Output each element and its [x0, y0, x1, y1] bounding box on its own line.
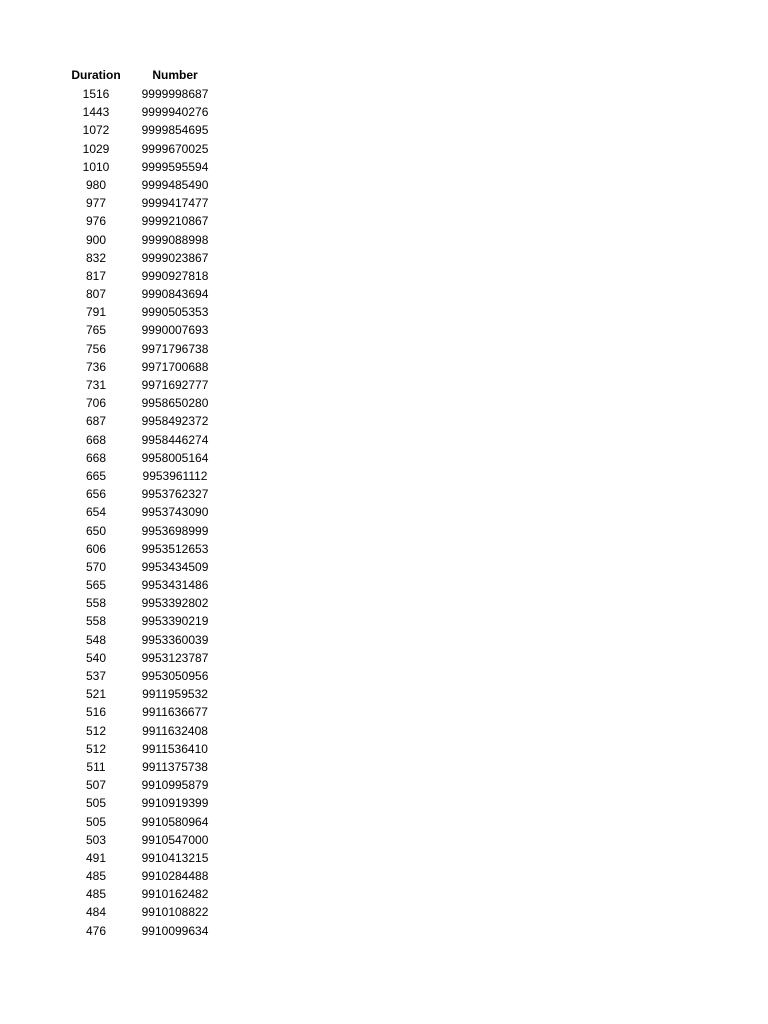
duration-cell: 521	[85, 687, 107, 702]
number-cell: 9990927818	[141, 268, 209, 283]
duration-cell: 980	[85, 177, 107, 192]
number-cell: 9953961112	[142, 468, 208, 483]
table-row	[60, 340, 230, 358]
number-cell: 9910162482	[141, 887, 209, 902]
duration-cell: 512	[85, 741, 107, 756]
table-header-row	[60, 65, 230, 85]
number-cell: 9910919399	[141, 796, 209, 811]
number-cell: 9999088998	[141, 232, 209, 247]
duration-cell: 507	[85, 778, 107, 793]
number-cell: 9953431486	[141, 578, 209, 593]
table-row	[60, 667, 230, 685]
number-cell: 9958492372	[141, 414, 209, 429]
number-cell: 9910284488	[141, 869, 209, 884]
duration-cell: 565	[85, 578, 107, 593]
duration-cell: 1516	[82, 87, 110, 101]
table-row	[60, 558, 230, 576]
table-row	[60, 922, 230, 940]
table-row	[60, 376, 230, 394]
duration-cell: 570	[85, 559, 107, 574]
table-row	[60, 249, 230, 267]
number-cell: 9971796738	[141, 341, 209, 356]
duration-cell: 976	[85, 214, 107, 229]
duration-cell: 1443	[82, 105, 110, 120]
table-row	[60, 649, 230, 667]
table-row	[60, 722, 230, 740]
table-row	[60, 431, 230, 449]
number-cell: 9910580964	[141, 814, 209, 829]
duration-cell: 656	[85, 487, 107, 502]
duration-cell: 485	[85, 869, 107, 884]
table-row	[60, 212, 230, 230]
duration-cell: 736	[85, 359, 107, 374]
table-row	[60, 758, 230, 776]
duration-cell: 476	[85, 923, 107, 938]
duration-cell: 650	[85, 523, 107, 538]
duration-cell: 900	[85, 232, 107, 247]
number-cell: 9958650280	[141, 396, 209, 411]
number-cell: 9953434509	[141, 559, 209, 574]
duration-cell: 491	[85, 850, 107, 865]
number-cell: 9999670025	[141, 141, 209, 156]
number-cell: 9999854695	[141, 123, 209, 138]
table-row	[60, 503, 230, 521]
number-cell: 9999595594	[141, 159, 209, 174]
duration-cell: 668	[85, 432, 107, 447]
duration-cell: 977	[85, 196, 107, 211]
number-cell: 9953392802	[141, 596, 209, 611]
duration-cell: 807	[85, 287, 107, 302]
table-row	[60, 685, 230, 703]
table-row	[60, 231, 230, 249]
table-row	[60, 849, 230, 867]
table-row	[60, 703, 230, 721]
table-row	[60, 103, 230, 121]
duration-cell: 484	[85, 905, 107, 920]
number-cell: 9990505353	[141, 305, 209, 320]
table-row	[60, 176, 230, 194]
duration-cell: 505	[85, 814, 107, 829]
number-cell: 9911632408	[142, 723, 208, 738]
column-header-duration: Duration	[71, 68, 121, 82]
table-row	[60, 885, 230, 903]
table-row	[60, 303, 230, 321]
duration-cell: 765	[85, 323, 107, 338]
number-cell: 9953512653	[141, 541, 209, 556]
duration-cell: 548	[85, 632, 107, 647]
table-row	[60, 194, 230, 212]
number-cell: 9953743090	[141, 505, 209, 520]
duration-cell: 817	[85, 268, 107, 283]
number-cell: 9958005164	[141, 450, 209, 465]
number-cell: 9999023867	[141, 250, 209, 265]
table-row	[60, 776, 230, 794]
table-row	[60, 594, 230, 612]
duration-cell: 687	[85, 414, 107, 429]
number-cell: 9910547000	[141, 832, 209, 847]
table-row	[60, 867, 230, 885]
table-row	[60, 576, 230, 594]
column-header-number: Number	[152, 68, 198, 82]
number-cell: 9999210867	[141, 214, 209, 229]
number-cell: 9910995879	[141, 778, 209, 793]
number-cell: 9990843694	[141, 287, 209, 302]
number-cell: 9911636677	[142, 705, 208, 720]
table-row	[60, 267, 230, 285]
number-cell: 9910108822	[141, 905, 209, 920]
duration-cell: 540	[85, 650, 107, 665]
number-cell: 9953390219	[141, 614, 209, 629]
data-table	[60, 65, 230, 940]
table-row	[60, 540, 230, 558]
number-cell: 9910413215	[141, 850, 209, 865]
table-body	[60, 85, 230, 940]
table-row	[60, 121, 230, 139]
number-cell: 9999485490	[141, 177, 209, 192]
duration-cell: 706	[85, 396, 107, 411]
number-cell: 9999417477	[141, 196, 209, 211]
number-cell: 9953698999	[141, 523, 209, 538]
duration-cell: 558	[85, 614, 107, 629]
number-cell: 9971692777	[141, 378, 209, 392]
table-row	[60, 358, 230, 376]
table-row	[60, 631, 230, 649]
number-cell: 9971700688	[141, 359, 209, 374]
table-row	[60, 140, 230, 158]
table-row	[60, 903, 230, 921]
table-row	[60, 740, 230, 758]
duration-cell: 485	[85, 887, 107, 902]
number-cell: 9911959532	[142, 687, 208, 702]
duration-cell: 537	[85, 669, 107, 683]
table-row	[60, 794, 230, 812]
number-cell: 9953050956	[141, 669, 209, 683]
table-row	[60, 813, 230, 831]
table-row	[60, 158, 230, 176]
duration-cell: 512	[85, 723, 107, 738]
table-row	[60, 467, 230, 485]
table-row	[60, 612, 230, 630]
duration-cell: 1029	[82, 141, 110, 156]
table-row	[60, 394, 230, 412]
table-row	[60, 85, 230, 103]
duration-cell: 1072	[82, 123, 110, 138]
duration-cell: 1010	[82, 159, 110, 174]
table-row	[60, 285, 230, 303]
number-cell: 9999998687	[141, 87, 209, 101]
number-cell: 9953123787	[141, 650, 209, 665]
duration-cell: 731	[85, 378, 107, 392]
number-cell: 9990007693	[141, 323, 209, 338]
duration-cell: 558	[85, 596, 107, 611]
duration-cell: 668	[85, 450, 107, 465]
number-cell: 9911375738	[142, 759, 208, 774]
duration-cell: 665	[85, 468, 107, 483]
table-row	[60, 522, 230, 540]
duration-cell: 503	[85, 832, 107, 847]
duration-cell: 756	[85, 341, 107, 356]
duration-cell: 791	[85, 305, 107, 320]
duration-cell: 516	[85, 705, 107, 720]
duration-cell: 606	[85, 541, 107, 556]
number-cell: 9999940276	[141, 105, 209, 120]
number-cell: 9953762327	[141, 487, 209, 502]
table-row	[60, 449, 230, 467]
number-cell: 9911536410	[142, 741, 208, 756]
number-cell: 9958446274	[141, 432, 209, 447]
number-cell: 9953360039	[141, 632, 209, 647]
number-cell: 9910099634	[141, 923, 209, 938]
table-row	[60, 831, 230, 849]
duration-cell: 505	[85, 796, 107, 811]
duration-cell: 654	[85, 505, 107, 520]
table-row	[60, 485, 230, 503]
table-row	[60, 321, 230, 339]
duration-cell: 832	[85, 250, 107, 265]
table-row	[60, 412, 230, 430]
duration-cell: 511	[86, 759, 106, 774]
